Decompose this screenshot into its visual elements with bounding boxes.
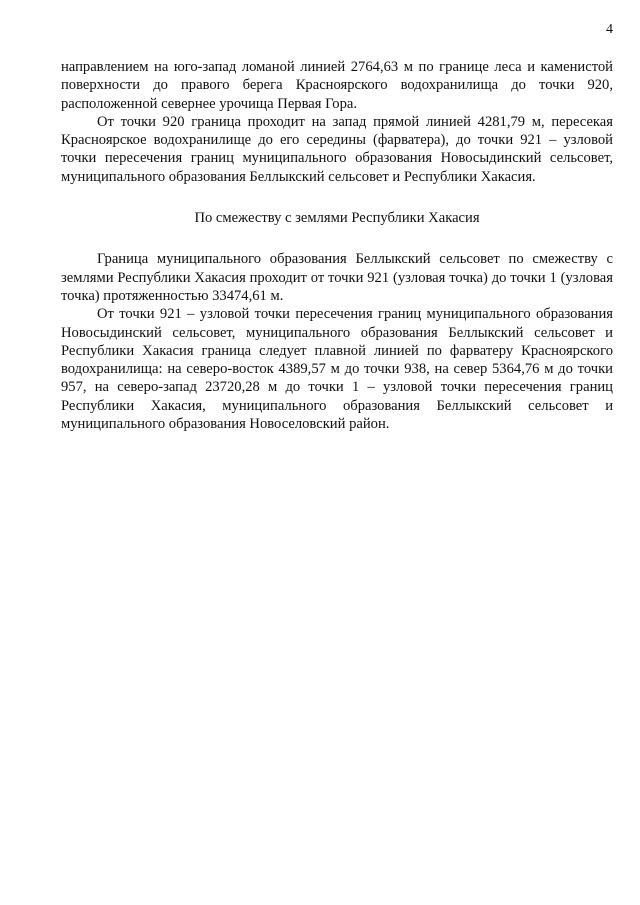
paragraph-boundary-route: От точки 921 – узловой точки пересечения границ муниципального образования Новосыдинский сельсовет, муниципального образования Беллыкский сельсовет и Республики Хакасия граница следует плавной линией по фарватеру Красноярского водохранилища: на северо-восток 4389,57 м до точки 938, на север 5364,76 м до точки 957, на северо-запад 23720,28 м до точки 1 – узловой точки пересечения границ Республики Хакасия, муниципального образования Беллыкский сельсовет и муниципального образования Новоселовский район. (61, 306, 613, 433)
paragraph-boundary-summary: Граница муниципального образования Беллыкский сельсовет по смежеству с землями Республики Хакасия проходит от точки 921 (узловая точка) до точки 1 (узловая точка) протяженностью 33474,61 м. (61, 251, 613, 304)
document-body (61, 58, 613, 433)
paragraph-point-920: От точки 920 граница проходит на запад прямой линией 4281,79 м, пересекая Красноярское водохранилище до его середины (фарватера), до точки 921 – узловой точки пересечения границ муниципального образования Новосыдинский сельсовет, муниципального образования Беллыкский сельсовет и Республики Хакасия. (61, 113, 613, 185)
section-heading: По смежеству с землями Республики Хакасия (194, 210, 480, 227)
paragraph-continuation: направлением на юго-запад ломаной линией 2764,63 м по границе леса и каменистой поверхности до правого берега Красноярского водохранилища до точки 920, расположенной севернее урочища Первая Гора. (61, 59, 613, 112)
page-number: 4 (606, 22, 613, 37)
